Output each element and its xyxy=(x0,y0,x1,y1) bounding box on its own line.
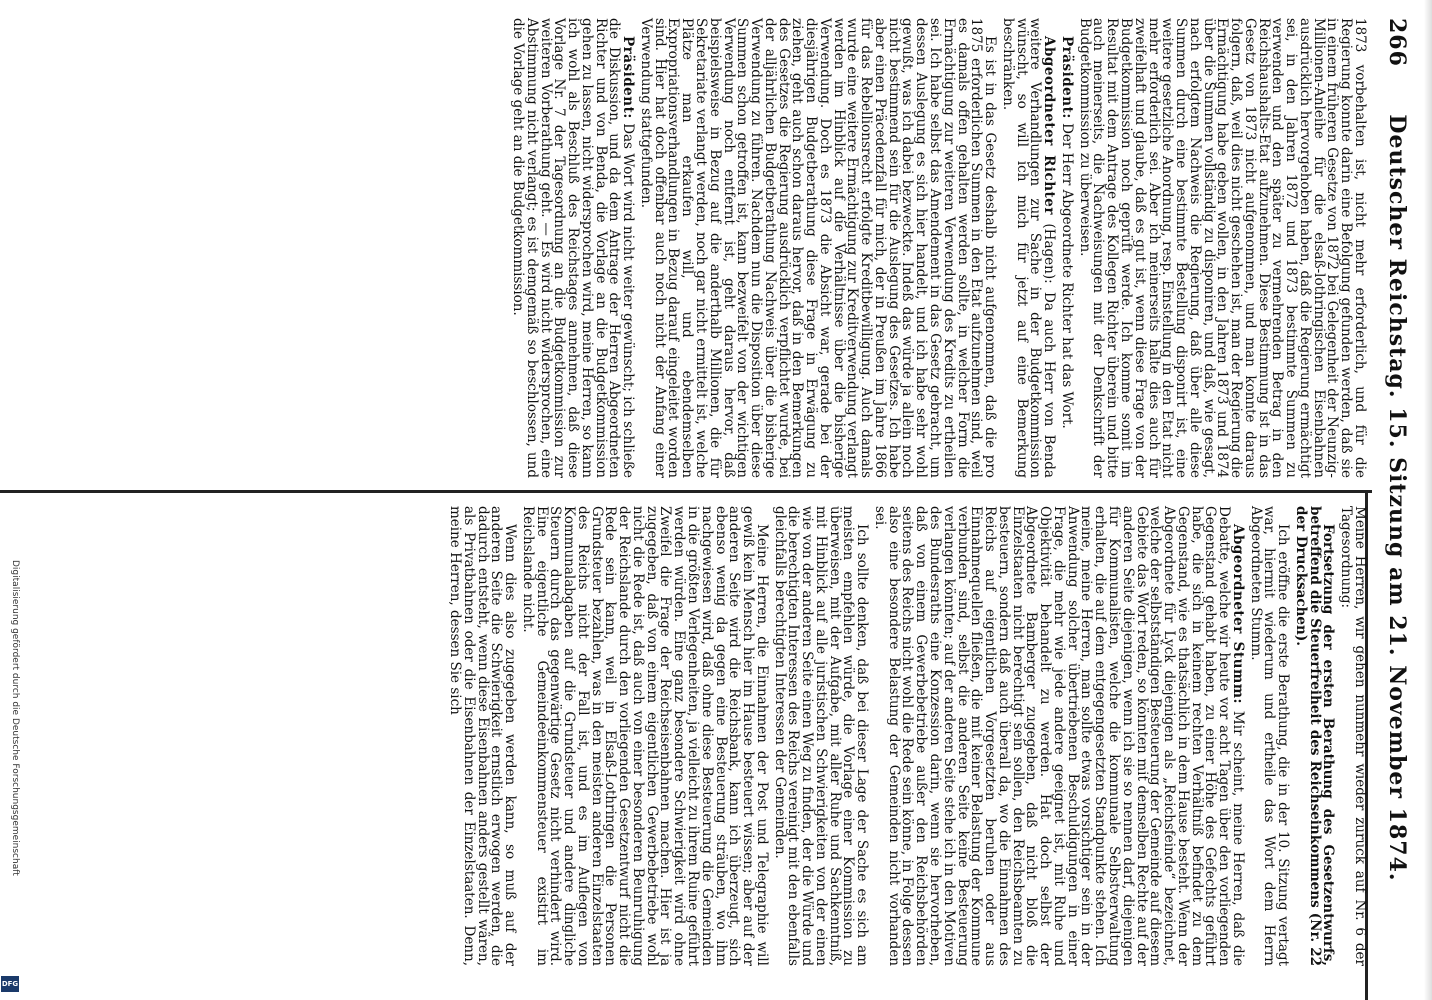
paragraph-text: Wenn dies also zugegeben werden kann, so muß auf der anderen Seite die Schwierigkeit ernstlich erwogen werden, die dadurch entsteht, wenn diese Eisenbahnen anders gestellt wären, als Privatbahnen oder die Eisenbahnen der Einzelstaaten. Denn, meine Herren, dessen Sie sich xyxy=(447,506,519,966)
speaker-name: Präsident: xyxy=(620,36,637,119)
paragraph-text: Der Herr Abgeordnete Richter hat das Wort. xyxy=(1058,123,1075,429)
paragraph xyxy=(1077,18,1366,478)
paragraph xyxy=(1292,506,1337,966)
paragraph-text: (Hagen): Da auch Herr von Benda weitere Verhandlungen zur Sache in der Budgetkommission wünscht, so will ich mich für jetzt auf eine Bemerkung beschränken. xyxy=(999,18,1058,478)
speaker-name: Abgeordneter Stumm: xyxy=(1229,524,1246,705)
paragraph-text: Meine Herren, die Einnahmen der Post und Telegraphie will gewiß kein Mensch hier im Hause besteuert wissen; aber auf der anderen Seite wird die Reichsbank, kann ich überzeugt, sich ebenso wenig da gegen eine Besteuerung sträuben, wo ihm nachgewiesen wird, daß ohne diese Besteuerung die Gemeinden in die größten Verlegenheiten, ja vielleicht zu ihrem Ruine geführt werden würden. Eine ganz besondere Schwierigkeit wird ohne Zweifel die Frage der Reichseisenbahnen machen. Hier ist ja zugegeben, daß von einem eigentlichen Gewerbebetriebe wohl nicht die Rede ist, daß auch von einer besonderen Beunruhigung der Reichslande durch den vorliegenden Gesetzentwurf nicht die Rede sein kann, weil in Elsaß-Lothringen die Personen Grundsteuer bezahlen, was in den meisten anderen Einzelstaaten des Reichs nicht der Fall ist, und es im Auflegen von Kommunalabgaben auf die Grundsteuer und andere dingliche Steuern durch das gegenwärtige Gesetz nicht verhindert wird. Eine eigentliche Gemeindeeinkommensteuer existirt im Reichslande nicht. xyxy=(519,506,770,966)
paragraph-text: 1873 vorbehalten ist, nicht mehr erforderlich, und für die Regierung konnte darin eine Befolgung gefunden werden, daß sie in einem früheren Gesetze von 1872 bei Gelegenheit der Neunzig-Millionen-Anleihe für die elsaß-lothringischen Eisenbahnen ausdrücklich hervorgehoben haben, daß die Regierung ermächtigt sei, in den Jahren 1872 und 1873 bestimmte Summen zu verwenden und den später zu vermehrenden Betrag in den Reichshaushalts-Etat aufzunehmen. Diese Bestimmung ist in das Gesetz von 1873 nicht aufgenommen, und man konnte daraus folgern, daß, weil dies nicht geschehen ist, man der Regierung die Ermächtigung habe geben wollen, in den Jahren 1873 und 1874 über die Summen vollständig zu disponiren, und daß, wie gesagt, nach erfolgtem Nachweis die Regierung, daß über alle diese Summen durch eine bestimmte Bestellung disponirt ist, eine weitere gesetzliche Anordnung, resp. Einstellung in den Etat nicht mehr erforderlich sei. Aber ich meinerseits halte dies auch für zweifelhaft und glaube, daß es gut ist, wenn diese Frage von der Budgetkommission noch geprüft werde. Ich komme somit im Resultat mit dem Antrage des Kollegen Richter überein und bitte auch meinerseits, die Nachweisungen mit der Denkschrift der Budgetkommission zu überweisen. xyxy=(1076,18,1368,478)
paragraph-text: Es ist in das Gesetz deshalb nicht aufgenommen, daß die pro 1875 erforderlichen Summen in den Etat aufzunehmen sind, weil es damals offen gehalten werden sollte, in welcher Form die Ermächtigung zur weiteren Verwendung des Kredits zu ertheilen sei. Ich habe selbst das Amendement in das Gesetz gebracht, um dessen Auslegung es sich hier handelt, und ich habe sehr wohl gewußt, was ich dabei bezweckte. Indeß das würde ja allein noch nicht bestimmend sein für die Auslegung des Gesetzes. Ich habe aber einen Präcedenzfall für mich, der in Preußen im Jahre 1866 für das Rebellionsrecht erfolgte Kreditbewilligung. Auch damals wurde eine weitere Ermächtigung zur Kreditverwendung verlangt werden im Hinblick auf die Verhältnisse über die bisherige Verwendung. Doch es 1873 die Absicht war, gerade bei der diesjährigen Budgetberathung diese Frage in Erwägung zu ziehen, geht auch schon daraus hervor, daß in den Bemerkungen des Gesetzes die Regierung ausdrücklich verpflichtet wurde, bei der alljährlichen Budgetberathung Nachweis über die bisherige Verwendung zu führen. Nachdem nun die Disposition über diese Summen schon getroffen ist, kann bezweifelt von der wichtigen Verwendung noch entfernt ist, geht daraus hervor, daß beispielsweise in Bezug auf die anderthalb Millionen, die für Sekretariate verlangt werden, noch gar nicht ermittelt ist, welche Plätze man erkaufen will, und ebendemselben Expropriationsverhandlungen in Bezug darauf eingeleitet worden sind. Hier hat doch offenbar auch noch nicht der Anfang einer Verwendung stattgefunden. xyxy=(637,18,999,478)
left-column xyxy=(506,18,1366,478)
column-divider xyxy=(0,490,1372,493)
paragraph xyxy=(999,18,1058,478)
paragraph xyxy=(1247,506,1292,966)
paragraph xyxy=(771,506,871,966)
paragraph xyxy=(1059,18,1073,478)
paragraph xyxy=(510,18,637,478)
right-column xyxy=(443,506,1366,966)
paragraph-text: Meine Herren, wir gehen nunmehr wieder zurück auf Nr. 6 der Tagesordnung: xyxy=(1338,506,1368,966)
speaker-name: Abgeordneter Richter xyxy=(1041,36,1058,215)
page-number: 266 xyxy=(1384,18,1410,67)
paragraph xyxy=(1338,506,1366,966)
page-header xyxy=(1374,18,1418,978)
paragraph-text: Ich sollte denken, daß bei dieser Lage der Sache es sich am meisten empfehlen würde, die Vorlage einer Kommission zu überweisen, mit der Aufgabe, mit aller Ruhe und Sachkenntniß, mit Hinblick auf alle juristischen Schwierigkeiten von der einen wie von der anderen Seite einen Weg zu finden, der die Würde und die berechtigten Interessen des Reichs vereinigt mit den ebenfalls gleichfalls berechtigten Interessen der Gemeinden. xyxy=(771,506,871,966)
paragraph-text: Ich eröffne die erste Berathung, die in der 10. Sitzung vertagt war, hiermit wiederum und ertheile das Wort dem Herrn Abgeordneten Stumm. xyxy=(1247,506,1292,966)
page-title: Deutscher Reichstag. 15. Sitzung am 21. November 1874. xyxy=(1384,114,1410,882)
digitization-note: Digitalisierung gefördert durch die Deutsche Forschungsgemeinschaft xyxy=(10,560,20,876)
paragraph-text: Mir scheint, meine Herren, daß die Debatte, welche wir heute vor acht Tagen über den vorliegenden Gegenstand gehabt haben, zu einer Höhe des Gefechts geführt habe, die sich in keinem rechten Verhältniß befindet zu dem Gegenstand, wie es thatsächlich in dem Hause besteht. Wenn der Abgeordnete für Lyck diejenigen als „Reichsfeinde“ bezeichnet, welche der selbstständigen Besteuerung der Gemeinde auf diesem Gebiete das Wort reden, so könnten mit demselben Rechte auf der anderen Seite diejenigen, wenn ich sie so nennen darf, diejenigen für Kommunalisten, welche die kommunale Selbstverwaltung erhalten, die auf dem entgegengesetzten Standpunkte stehen. Ich meine, meine Herren, man sollte etwas vorsichtiger sein in der Anwendung solcher übertriebenen Beschuldigungen in einer Frage, die mehr wie jede andere geeignet ist, mit Ruhe und Objektivität behandelt zu werden. Hat doch selbst der Abgeordnete Bamberger zugegeben, daß nicht bloß die Einzelstaaten nicht berechtigt sein sollen, den Reichsbeamten zu besteuern, sondern daß auch überall da, wo die Einnahmen des Reichs auf eigentlichen Vorgesetzten beruhen oder aus Einnahmequellen fließen, die mit keiner Belastung der Kommune verbunden sind, selbst die anderen Seite keine Besteuerung verlangen könnten; auf der anderen Seite stehe ich in den Motiven des Bundesraths eine Konzession darin, wenn sie hervorheben, daß von einem Gewerbebetriebe außer den Reichsbehörden seitens des Reichs nicht wohl die Rede sein könne, in Folge dessen also eine besondere Belastung der Gemeinden nicht vorhanden sei. xyxy=(871,506,1246,967)
scan-edge-shadow xyxy=(1424,0,1432,1000)
agenda-item-title: Fortsetzung der ersten Berathung des Gesetzentwurfs, betreffend die Steuerfreiheit des Reichseinkommens (Nr. 22 der Drucksachen). xyxy=(1292,506,1337,966)
dfg-logo: DFG xyxy=(1,976,19,992)
paragraph-text: Das Wort wird nicht weiter gewünscht; ich schließe die Diskussion, und da dem Antrage der Herren Abgeordneten Richter und von Benda, die Vorlage an die Budgetkommission gehen zu lassen, nicht widersprochen wird, meine Herren, so kann ich wohl als Beschluß des Reichstages annehmen, daß diese Vorlage Nr. 7 der Tagesordnung an die Budgetkommission zur weiteren Vorberathung geht. — Es wird nicht widersprochen, eine Abstimmung nicht verlangt; es ist demgemäß so beschlossen, und die Vorlage geht an die Budgetkommission. xyxy=(510,18,637,478)
paragraph xyxy=(872,506,1244,966)
speaker-name: Präsident: xyxy=(1058,36,1075,119)
paragraph xyxy=(637,18,999,478)
paragraph xyxy=(520,506,768,966)
paragraph xyxy=(447,506,519,966)
